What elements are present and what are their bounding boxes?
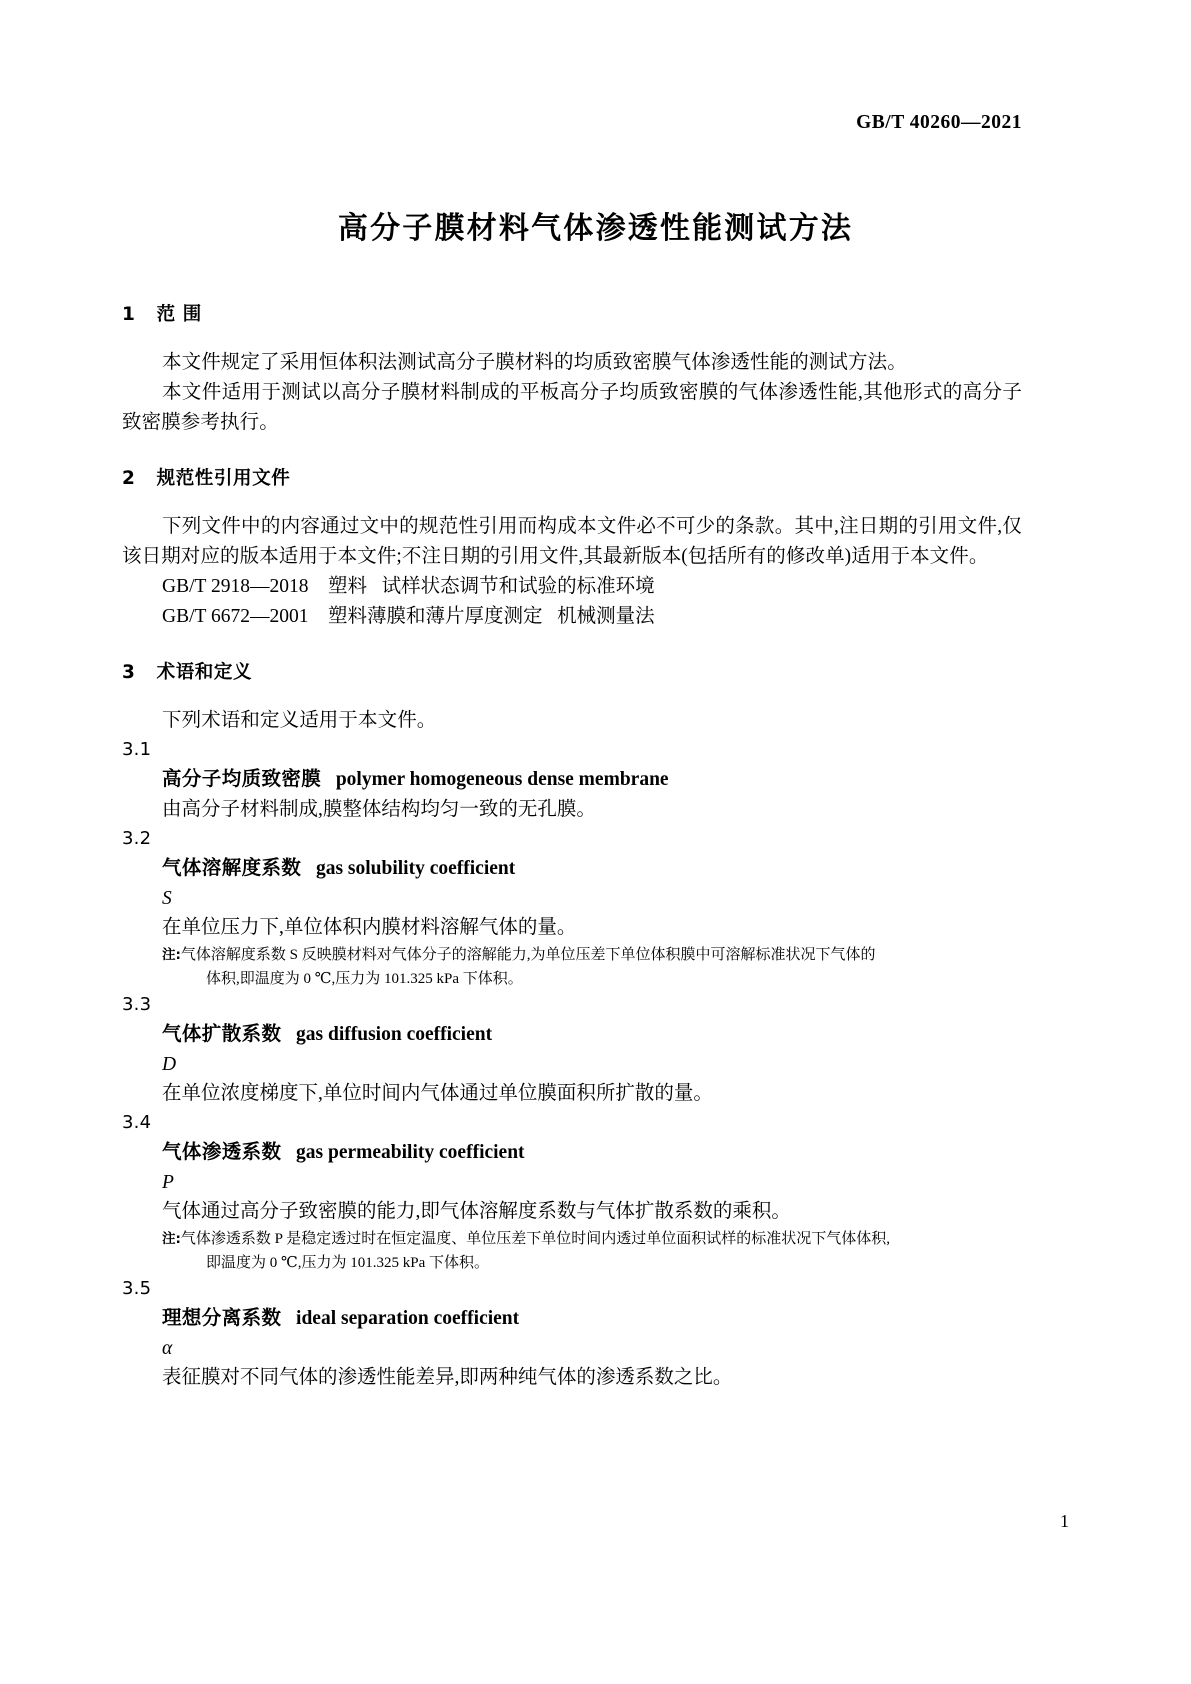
term-name-cn: 气体扩散系数 <box>162 1022 282 1045</box>
term-name <box>162 764 1022 795</box>
clause-heading-2 <box>122 464 1022 490</box>
clause-number-3: 3 <box>122 662 136 683</box>
term-entry-3-2 <box>122 825 1022 991</box>
running-header-standard-id: GB/T 40260—2021 <box>856 112 1022 133</box>
term-name-en: polymer homogeneous dense membrane <box>335 769 669 790</box>
clause-gap <box>135 662 156 683</box>
clause-title-1: 范 围 <box>156 304 202 325</box>
note-text-line1: 气体渗透系数 P 是稳定透过时在恒定温度、单位压差下单位时间内透过单位面积试样的标准状况下气体体积, <box>180 1231 890 1247</box>
clause2-paragraph-1: 下列文件中的内容通过文中的规范性引用而构成本文件必不可少的条款。其中,注日期的引用文件,仅该日期对应的版本适用于本文件;不注日期的引用文件,其最新版本(包括所有的修改单)适用于本文件。 <box>122 516 1022 567</box>
spacer <box>122 326 1022 348</box>
term-symbol: α <box>162 1338 173 1359</box>
term-name <box>162 853 1022 884</box>
term-name-en: gas diffusion coefficient <box>296 1024 493 1045</box>
spacer <box>122 684 1022 706</box>
term-definition: 表征膜对不同气体的渗透性能差异,即两种纯气体的渗透系数之比。 <box>162 1367 733 1388</box>
term-entry-3-1 <box>122 736 1022 825</box>
term-number: 3.4 <box>122 1112 152 1133</box>
term-definition: 在单位浓度梯度下,单位时间内气体通过单位膜面积所扩散的量。 <box>162 1083 713 1104</box>
document-title: 高分子膜材料气体渗透性能测试方法 <box>337 211 854 246</box>
clause-heading-3 <box>122 658 1022 684</box>
clause1-paragraph-2: 本文件适用于测试以高分子膜材料制成的平板高分子均质致密膜的气体渗透性能,其他形式的高分子致密膜参考执行。 <box>122 382 1022 433</box>
term-name <box>162 1137 1022 1168</box>
term-name-cn: 气体渗透系数 <box>162 1140 282 1163</box>
clause-number-1: 1 <box>122 304 136 325</box>
term-name-gap <box>301 858 316 879</box>
term-note-continued: 体积,即温度为 0 ℃,压力为 101.325 kPa 下体积。 <box>206 971 523 987</box>
term-number: 3.5 <box>122 1278 152 1299</box>
clause-gap <box>135 468 156 489</box>
spacer <box>122 438 1022 464</box>
normative-reference-1: GB/T 2918—2018 塑料 试样状态调节和试验的标准环境 <box>162 576 655 597</box>
term-number: 3.1 <box>122 739 152 760</box>
term-entry-3-4 <box>122 1109 1022 1275</box>
term-number: 3.3 <box>122 994 152 1015</box>
term-entry-3-5 <box>122 1275 1022 1393</box>
term-symbol: P <box>162 1172 174 1193</box>
clause-gap <box>135 304 156 325</box>
term-body <box>122 853 1022 991</box>
term-symbol: D <box>162 1054 177 1075</box>
spacer <box>122 632 1022 658</box>
clause-heading-1 <box>122 300 1022 326</box>
term-entry-3-3 <box>122 991 1022 1109</box>
term-name-cn: 气体溶解度系数 <box>162 856 302 879</box>
term-name-cn: 高分子均质致密膜 <box>162 767 322 790</box>
term-name <box>162 1019 1022 1050</box>
term-name-en: ideal separation coefficient <box>296 1308 520 1329</box>
clause3-paragraph-1: 下列术语和定义适用于本文件。 <box>162 710 437 731</box>
note-text-line1: 气体溶解度系数 S 反映膜材料对气体分子的溶解能力,为单位压差下单位体积膜中可溶解标准状况下气体的 <box>180 947 876 963</box>
spacer <box>122 490 1022 512</box>
term-body <box>122 1303 1022 1393</box>
term-symbol: S <box>162 888 172 909</box>
normative-reference-2: GB/T 6672—2001 塑料薄膜和薄片厚度测定 机械测量法 <box>162 606 655 627</box>
term-name-gap <box>281 1308 296 1329</box>
clause-title-3: 术语和定义 <box>156 662 253 683</box>
term-name <box>162 1303 1022 1334</box>
term-body <box>122 1137 1022 1275</box>
term-definition: 气体通过高分子致密膜的能力,即气体溶解度系数与气体扩散系数的乘积。 <box>162 1201 791 1222</box>
term-body <box>122 764 1022 825</box>
term-name-en: gas permeability coefficient <box>296 1142 525 1163</box>
term-note <box>162 943 1022 967</box>
clause-number-2: 2 <box>122 468 136 489</box>
term-body <box>122 1019 1022 1109</box>
term-definition: 由高分子材料制成,膜整体结构均匀一致的无孔膜。 <box>162 799 596 820</box>
term-name-gap <box>281 1142 296 1163</box>
note-label: 注: <box>162 947 181 963</box>
term-number: 3.2 <box>122 828 152 849</box>
clause1-paragraph-1: 本文件规定了采用恒体积法测试高分子膜材料的均质致密膜气体渗透性能的测试方法。 <box>162 352 907 373</box>
clause-title-2: 规范性引用文件 <box>156 468 291 489</box>
term-note-continued: 即温度为 0 ℃,压力为 101.325 kPa 下体积。 <box>206 1255 490 1271</box>
term-name-cn: 理想分离系数 <box>162 1306 282 1329</box>
term-name-gap <box>281 1024 296 1045</box>
term-definition: 在单位压力下,单位体积内膜材料溶解气体的量。 <box>162 917 577 938</box>
document-body <box>122 300 1022 1393</box>
term-name-en: gas solubility coefficient <box>315 858 516 879</box>
page-number: 1 <box>1060 1511 1069 1531</box>
note-label: 注: <box>162 1231 181 1247</box>
term-name-gap <box>321 769 336 790</box>
term-note <box>162 1227 1022 1251</box>
